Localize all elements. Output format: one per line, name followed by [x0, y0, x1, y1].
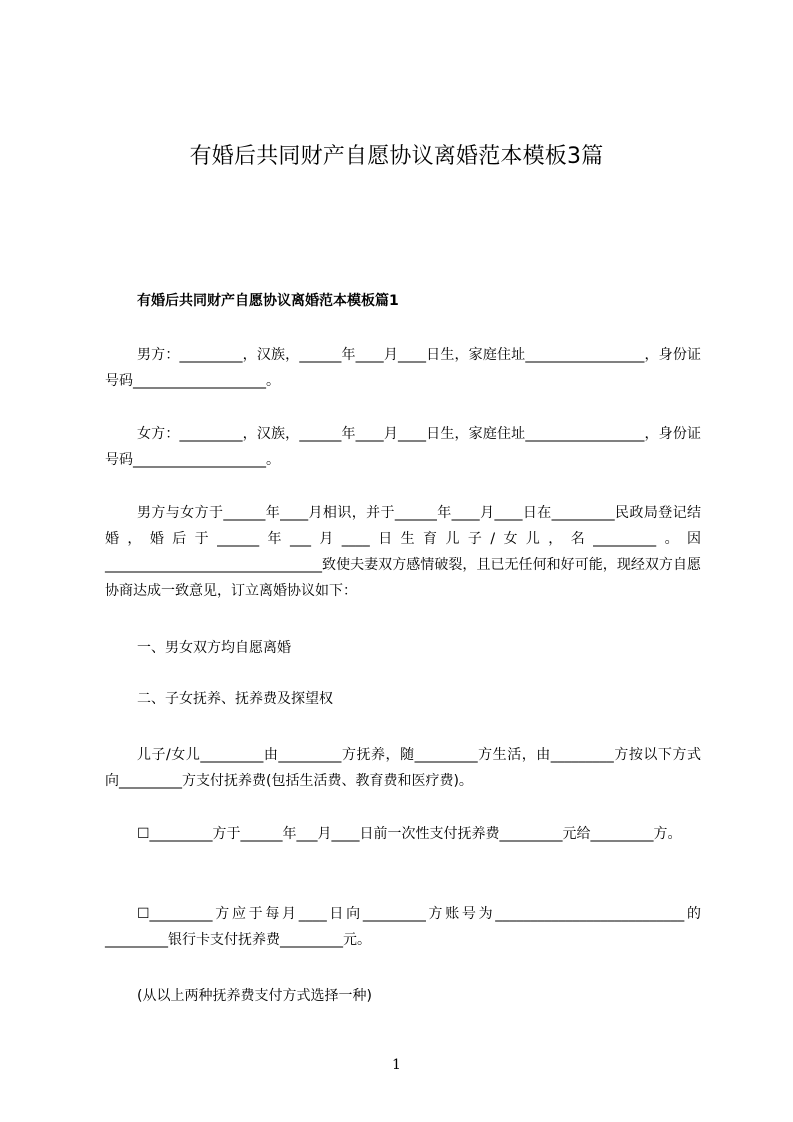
paragraph-child-custody: 儿子/女儿_________由_________方抚养，随_________方生活，由_________方按以下方式向_________方支付抚养费(包括生活费、教育费和医疗费)。	[105, 747, 701, 789]
paragraph-lump-sum-option: ☐_________方于______年___月____日前一次性支付抚养费_________元给_________方。	[137, 826, 682, 842]
clause-one-heading: 一、男女双方均自愿离婚	[137, 640, 291, 656]
paragraph-marriage-history: 男方与女方于______年____月相识，并于______年____月____日在_________民政局登记结婚，婚后于______年___月____日生育儿子/女儿，名_________。因_______________________________致使夫妻双方感情破裂，且已无任何和好可能，现经双方自愿协商达成一致意见，订立离婚协议如下：	[105, 505, 701, 599]
page-number: 1	[392, 1057, 401, 1073]
paragraph-choose-note: (从以上两种抚养费支付方式选择一种)	[137, 988, 372, 1004]
paragraph-monthly-option: ☐_________方应于每月____日向_________方账号为___________________________的_________银行卡支付抚养费_________元。	[105, 906, 701, 948]
paragraph-male-party: 男方：_________，汉族，______年____月____日生，家庭住址_________________，身份证号码___________________。	[105, 347, 701, 389]
document-title: 有婚后共同财产自愿协议离婚范本模板3篇	[189, 144, 604, 169]
paragraph-female-party: 女方：_________，汉族，______年____月____日生，家庭住址_________________，身份证号码___________________。	[105, 426, 701, 468]
clause-two-heading: 二、子女抚养、抚养费及探望权	[137, 691, 333, 707]
section-heading: 有婚后共同财产自愿协议离婚范本模板篇1	[137, 293, 399, 309]
